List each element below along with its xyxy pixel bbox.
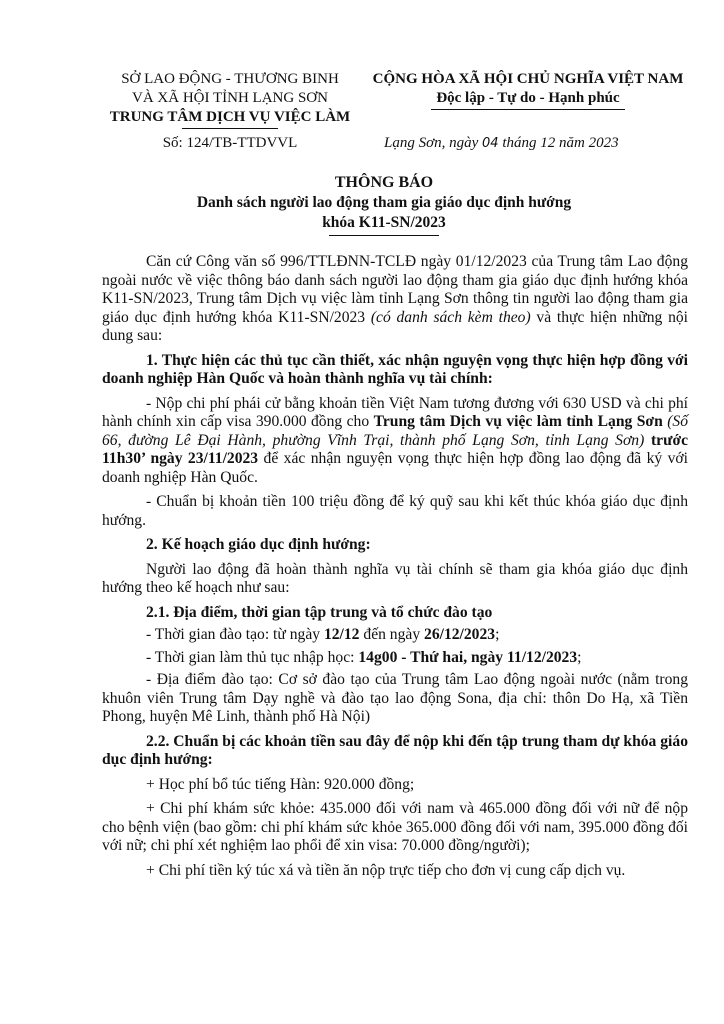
- training-start: 12/12: [323, 626, 360, 643]
- intro-text: Căn cứ Công văn số 996/TTLĐNN-TCLĐ ngày 01/12/2023 của Trung tâm Lao động ngoài nước về việc thông báo danh sách người lao động tham gia giáo dục định hướng khóa K11-SN/2023, Trung tâm Dịch vụ việc làm tỉnh Lạng Sơn thông tin người lao động tham gia giáo dục định hướng khóa K11-SN/2023: [102, 253, 688, 326]
- s1-item1-deadline: trước 11h30’ ngày 23/11/2023: [102, 431, 688, 467]
- section-2-1-location: - Địa điểm đào tạo: Cơ sở đào tạo của Trung tâm Lao động ngoài nước (nằm trong khuôn viên Trung tâm Dạy nghề và đào tạo lao động Sona, địa chỉ: thôn Do Hạ, xã Tiền Phong, huyện Mê Linh, thành phố Hà Nội): [102, 671, 688, 725]
- national-motto-header: [368, 70, 688, 110]
- section-2-2-heading: 2.2. Chuẩn bị các khoản tiền sau đây để nộp khi đến tập trung tham dự khóa giáo dục định hướng:: [102, 732, 688, 768]
- training-time-label: - Thời gian đào tạo: từ ngày: [146, 626, 321, 643]
- s1-item1-text: - Nộp chi phí phái cử bằng khoản tiền Việt Nam tương đương với 630 USD và chi phí hành chính xin cấp visa 390.000 đồng cho: [102, 394, 688, 430]
- training-end: 26/12/2023: [424, 626, 496, 643]
- section-1-heading: 1. Thực hiện các thủ tục cần thiết, xác nhận nguyện vọng thực hiện hợp đồng với doanh nghiệp Hàn Quốc và hoàn thành nghĩa vụ tài chính:: [102, 351, 688, 387]
- intro-end: và thực hiện những nội dung sau:: [102, 308, 688, 344]
- agency-name: TRUNG TÂM DỊCH VỤ VIỆC LÀM: [109, 109, 351, 125]
- date-day-handwritten: 04: [482, 136, 499, 151]
- title-line-1: Danh sách người lao động tham gia giáo dục định hướng: [196, 194, 572, 211]
- place-date: [384, 134, 688, 153]
- intro-paragraph: [102, 253, 688, 346]
- intro-attachment-note: (có danh sách kèm theo): [370, 308, 531, 326]
- enrollment-end: ;: [577, 648, 582, 666]
- s1-item1-address: (Số 66, đường Lê Đại Hành, phường Vĩnh Trại, thành phố Lạng Sơn, tỉnh Lạng Sơn): [102, 413, 688, 449]
- title-underline: [329, 235, 439, 236]
- section-2-1-heading: 2.1. Địa điểm, thời gian tập trung và tổ chức đào tạo: [146, 603, 493, 621]
- agency-underline: [182, 128, 278, 129]
- section-1-item-2: - Chuẩn bị khoản tiền 100 triệu đồng để ký quỹ sau khi kết thúc khóa giáo dục định hướng.: [102, 493, 688, 529]
- fee-dormitory-meals: + Chi phí tiền ký túc xá và tiền ăn nộp trực tiếp cho đơn vị cung cấp dịch vụ.: [146, 861, 626, 879]
- s1-item1-center-name: Trung tâm Dịch vụ việc làm tỉnh Lạng Sơn: [373, 413, 663, 430]
- training-to: đến ngày: [363, 626, 421, 643]
- agency-line-2: VÀ XÃ HỘI TỈNH LẠNG SƠN: [132, 90, 328, 106]
- country-name: CỘNG HÒA XÃ HỘI CHỦ NGHĨA VIỆT NAM: [372, 71, 684, 87]
- fee-korean-tuition: + Học phí bổ túc tiếng Hàn: 920.000 đồng;: [146, 775, 415, 793]
- issuing-agency-header: [80, 70, 380, 129]
- motto-underline: [431, 109, 625, 110]
- title-main: THÔNG BÁO: [334, 174, 434, 191]
- document-body: [102, 253, 688, 886]
- document-number: Số: 124/TB-TTDVVL: [162, 135, 298, 151]
- title-line-2: khóa K11-SN/2023: [322, 214, 446, 231]
- fee-health-check: + Chi phí khám sức khỏe: 435.000 đối với nam và 465.000 đồng đối với nữ để nộp cho bệnh viện (bao gồm: chi phí khám sức khỏe 365.000 đồng đối với nam, 395.000 đồng đối với nữ; chi phí xét nghiệm lao phổi để xin visa: 70.000 đồng/người);: [102, 800, 688, 854]
- s1-item1-purpose: để xác nhận nguyện vọng thực hiện hợp đồng lao động đã ký với doanh nghiệp Hàn Quốc.: [102, 450, 688, 486]
- agency-line-1: SỞ LAO ĐỘNG - THƯƠNG BINH: [121, 71, 339, 87]
- enrollment-label: - Thời gian làm thủ tục nhập học:: [146, 648, 355, 666]
- section-1-item-1: [102, 395, 688, 488]
- document-title: [80, 173, 688, 236]
- section-2-heading: 2. Kế hoạch giáo dục định hướng:: [146, 536, 371, 553]
- section-2-paragraph: Người lao động đã hoàn thành nghĩa vụ tài chính sẽ tham gia khóa giáo dục định hướng theo kế hoạch như sau:: [102, 560, 688, 596]
- motto: Độc lập - Tự do - Hạnh phúc: [436, 90, 620, 106]
- section-2-1-training-time: [102, 626, 688, 645]
- section-2-1-enrollment-time: [102, 649, 688, 668]
- date-prefix: Lạng Sơn, ngày: [384, 135, 479, 151]
- date-suffix: tháng 12 năm 2023: [502, 135, 619, 151]
- training-time-end: ;: [495, 626, 500, 643]
- enrollment-datetime: 14g00 - Thứ hai, ngày 11/12/2023: [358, 648, 578, 666]
